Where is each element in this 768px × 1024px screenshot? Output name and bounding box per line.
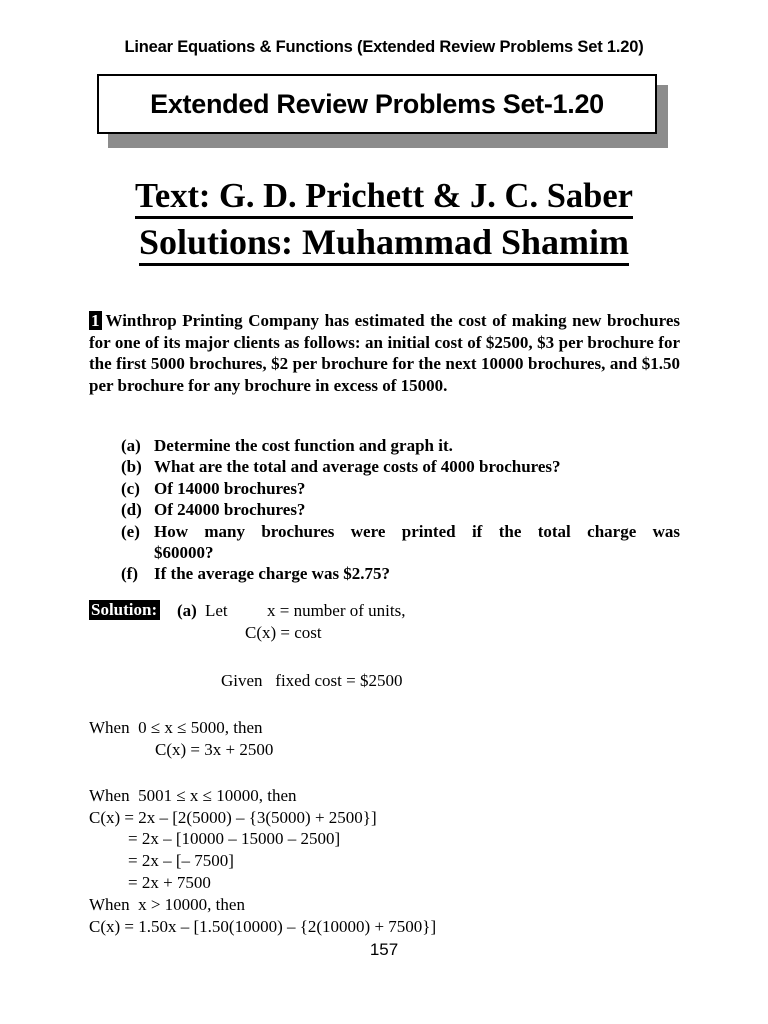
problem-text: Winthrop Printing Company has estimated the cost of making new brochures for one of its major clients as follows: an initial cost of $2500, $3 per brochure for the first 5000 brochures, $2 per brochure for the next 10000 brochures, and $1.50 per brochure for any brochure in excess of 15000. xyxy=(89,311,680,395)
case2-condition: When 5001 ≤ x ≤ 10000, then xyxy=(89,786,297,805)
part-text: Of 24000 brochures? xyxy=(154,500,306,520)
case2-equation-2: = 2x – [10000 – 15000 – 2500] xyxy=(128,829,341,848)
problem-statement xyxy=(89,310,680,396)
problem-number: 1 xyxy=(91,311,100,330)
solutions-credit: Solutions: Muhammad Shamim xyxy=(139,222,629,266)
case1-equation: C(x) = 3x + 2500 xyxy=(155,740,274,759)
case2-equation-3: = 2x – [– 7500] xyxy=(128,851,234,870)
text-credit: Text: G. D. Prichett & J. C. Saber xyxy=(135,177,633,219)
case3-equation-1: C(x) = 1.50x – [1.50(10000) – {2(10000) + 7500}] xyxy=(89,917,437,936)
solution-part-label: (a) xyxy=(177,601,197,620)
part-text: Determine the cost function and graph it. xyxy=(154,436,453,455)
solutions-credit-line xyxy=(0,222,768,262)
set-title-box xyxy=(97,74,657,134)
part-e-continued xyxy=(121,542,680,563)
part-label: (b) xyxy=(121,457,142,477)
running-header: Linear Equations & Functions (Extended Review Problems Set 1.20) xyxy=(124,38,644,56)
part-d xyxy=(121,499,680,520)
case2-equation-4: = 2x + 7500 xyxy=(128,873,211,892)
part-text: If the average charge was $2.75? xyxy=(154,564,391,584)
given-fixed-cost: Given fixed cost = $2500 xyxy=(221,671,403,690)
part-label: (a) xyxy=(121,436,141,455)
c-definition: C(x) = cost xyxy=(245,623,322,642)
part-f xyxy=(121,563,680,584)
case2-equation-1: C(x) = 2x – [2(5000) – {3(5000) + 2500}] xyxy=(89,808,377,827)
part-label: (c) xyxy=(121,478,140,498)
part-label: (d) xyxy=(121,500,142,520)
page-number: 157 xyxy=(369,940,399,959)
part-text: Of 14000 brochures? xyxy=(154,478,306,498)
part-text: What are the total and average costs of 4000 brochures? xyxy=(154,457,561,477)
let-word: Let xyxy=(205,601,228,620)
case1-condition: When 0 ≤ x ≤ 5000, then xyxy=(89,718,263,737)
part-text-continued: $60000? xyxy=(154,543,214,563)
part-label: (f) xyxy=(121,564,138,584)
part-e xyxy=(121,521,680,542)
part-text: How many brochures were printed if the total charge was xyxy=(154,521,680,541)
text-credit-line xyxy=(0,176,768,216)
part-c xyxy=(121,478,680,499)
set-title: Extended Review Problems Set-1.20 xyxy=(150,88,604,119)
case3-condition: When x > 10000, then xyxy=(89,895,245,914)
solution-tag: Solution: xyxy=(89,600,160,620)
part-label: (e) xyxy=(121,521,140,541)
part-b xyxy=(121,456,680,477)
part-a xyxy=(121,435,680,456)
x-definition: x = number of units, xyxy=(267,601,406,620)
problem-parts xyxy=(121,435,680,585)
